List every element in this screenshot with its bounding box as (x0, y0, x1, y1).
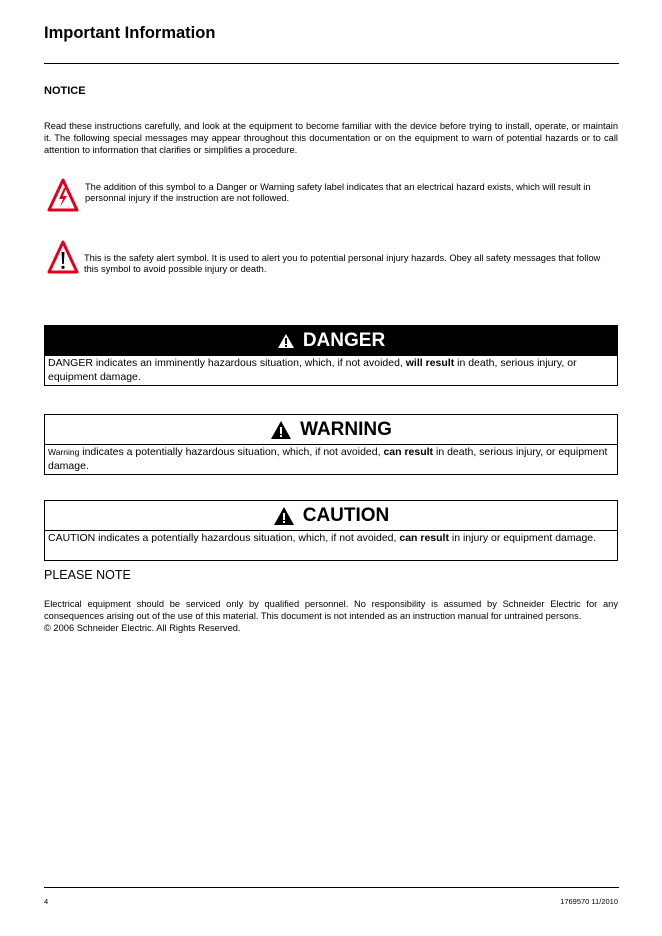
warning-text-lead-word: Warning (48, 447, 80, 457)
caution-box (44, 500, 618, 561)
footer-rule (44, 887, 619, 888)
electrical-hazard-row (44, 178, 619, 214)
page-title: Important Information (44, 24, 216, 42)
safety-alert-icon (47, 240, 79, 274)
warning-header (45, 415, 617, 445)
safety-alert-text: This is the safety alert symbol. It is used to alert you to potential personal injury hazards. Obey all safety messages that follow this symbol to avoid possible injury or death. (84, 253, 601, 274)
please-note-text: Electrical equipment should be serviced only by qualified personnel. No responsibility is assumed by Schneider Electric for any consequences arising out of the use of this material. This document is not intended as an instruction manual for untrained persons. (44, 599, 618, 621)
caution-alert-icon (273, 506, 295, 526)
caution-text (45, 531, 617, 560)
document-reference: 1769570 11/2010 (560, 897, 618, 906)
danger-text-bold: will result (405, 357, 455, 369)
please-note-heading: PLEASE NOTE (44, 568, 131, 582)
danger-label: DANGER (302, 329, 386, 351)
electrical-hazard-icon (47, 178, 79, 212)
intro-paragraph: Read these instructions carefully, and look at the equipment to become familiar with the device before trying to install, operate, or maintain it. The following special messages may appear throughout this documentation or on the equipment to warn of potential hazards or to call attention to information that clarifies or simplifies a procedure. (44, 121, 618, 155)
danger-text (45, 356, 617, 385)
danger-box (44, 325, 618, 386)
safety-alert-row (44, 240, 619, 276)
warning-text-lead: indicates a potentially hazardous situation, which, if not avoided, (79, 446, 384, 458)
caution-label: CAUTION (302, 504, 390, 526)
notice-heading: NOTICE (44, 85, 86, 97)
warning-alert-icon (270, 420, 292, 440)
danger-header (45, 326, 617, 356)
page-number: 4 (44, 897, 49, 906)
caution-text-bold: can result (399, 532, 449, 544)
warning-text (45, 445, 617, 474)
warning-text-tail: in death, serious injury, or equipment damage. (48, 446, 608, 472)
copyright-text: © 2006 Schneider Electric. All Rights Reserved. (44, 623, 241, 633)
warning-label: WARNING (300, 418, 392, 440)
danger-text-lead: DANGER indicates an imminently hazardous situation, which, if not avoided, (48, 357, 406, 369)
danger-text-tail: in death, serious injury, or equipment damage. (48, 357, 577, 383)
danger-alert-icon (277, 333, 295, 349)
header-rule (44, 63, 619, 64)
electrical-hazard-text: The addition of this symbol to a Danger or Warning safety label indicates that an electrical hazard exists, which will result in personnal injury if the instruction are not followed. (85, 182, 591, 203)
warning-text-bold: can result (383, 446, 434, 458)
caution-text-tail: in injury or equipment damage. (448, 532, 597, 544)
please-note-paragraph (44, 598, 618, 634)
caution-header (45, 501, 617, 531)
caution-text-lead: CAUTION indicates a potentially hazardous situation, which, if not avoided, (48, 532, 400, 544)
warning-box (44, 414, 618, 475)
